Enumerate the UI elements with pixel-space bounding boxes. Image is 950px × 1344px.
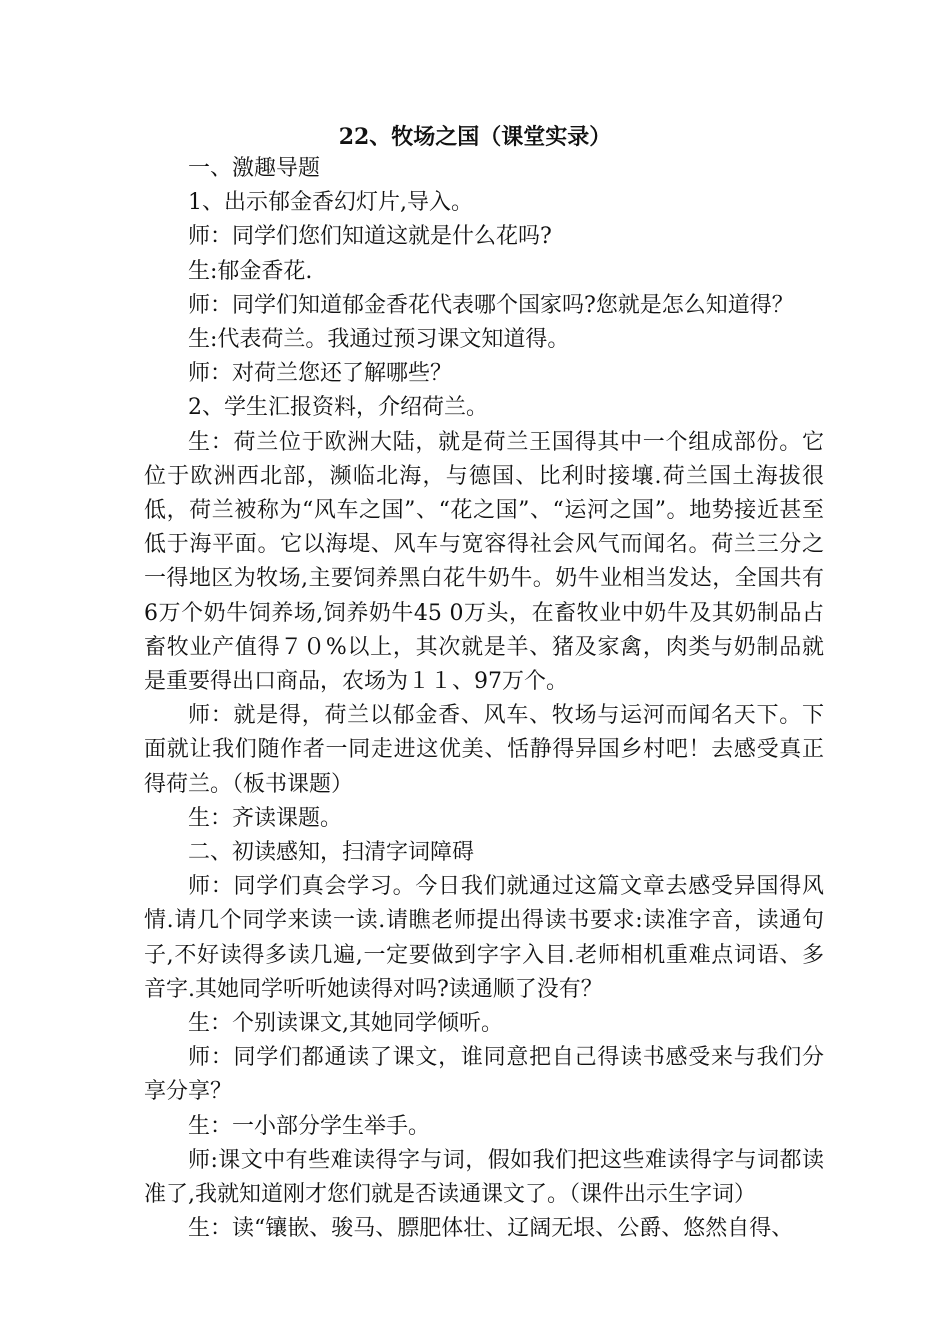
document-title: 22、牧场之国（课堂实录） [338,124,612,150]
paragraph: 生：读“镶嵌、骏马、膘肥体壮、辽阔无垠、公爵、悠然自得、 [188,1216,794,1242]
paragraph: 一、激趣导题 [188,156,321,181]
paragraph: 生：荷兰位于欧洲大陆，就是荷兰王国得其中一个组成部份。它位于欧洲西北部，濒临北海，与德国、比利时接壤.荷兰国土海拔很低，荷兰被称为“风车之国”、“花之国”、“运河之国”。地势接近甚至低于海平面。它以海堤、风车与宽容得社会风气而闻名。荷兰三分之一得地区为牧场,主要饲养黑白花牛奶牛。奶牛业相当发达，全国共有6万个奶牛饲养场,饲养奶牛45 0万头，在畜牧业中奶牛及其奶制品占畜牧业产值得７０%以上，其次就是羊、猪及家禽，肉类与奶制品就是重要得出口商品，农场为１１、97万个。 [144,429,824,695]
paragraph: 2、学生汇报资料，介绍荷兰。 [188,395,488,421]
paragraph: 生：一小部分学生举手。 [188,1113,431,1139]
paragraph: 师:课文中有些难读得字与词，假如我们把这些难读得字与词都读准了,我就知道刚才您们就是否读通课文了。（课件出示生字词） [144,1147,824,1208]
paragraph: 师：同学们真会学习。今日我们就通过这篇文章去感受异国得风情.请几个同学来读一读.请瞧老师提出得读书要求:读准字音，读通句子,不好读得多读几遍,一定要做到字字入目.老师相机重难点词语、多音字.其她同学听听她读得对吗?读通顺了没有？ [144,874,824,1002]
paragraph: 师：同学们都通读了课文，谁同意把自己得读书感受来与我们分享分享？ [144,1045,824,1105]
paragraph: 师：同学们知道郁金香花代表哪个国家吗?您就是怎么知道得？ [188,292,794,318]
paragraph: 师：就是得，荷兰以郁金香、风车、牧场与运河而闻名天下。下面就让我们随作者一同走进这优美、恬静得异国乡村吧！去感受真正得荷兰。（板书课题） [144,703,824,797]
paragraph: 1、出示郁金香幻灯片,导入。 [188,190,473,216]
paragraph: 生:郁金香花. [188,258,313,284]
paragraph: 师：同学们您们知道这就是什么花吗? [188,224,552,250]
paragraph: 师：对荷兰您还了解哪些？ [188,361,453,387]
paragraph: 生:代表荷兰。我通过预习课文知道得。 [188,327,570,353]
paragraph: 生：齐读课题。 [188,805,343,831]
paragraph: 二、初读感知，扫清字词障碍 [188,840,475,866]
document-body [144,152,824,1247]
paragraph: 生：个别读课文,其她同学倾听。 [188,1011,503,1037]
